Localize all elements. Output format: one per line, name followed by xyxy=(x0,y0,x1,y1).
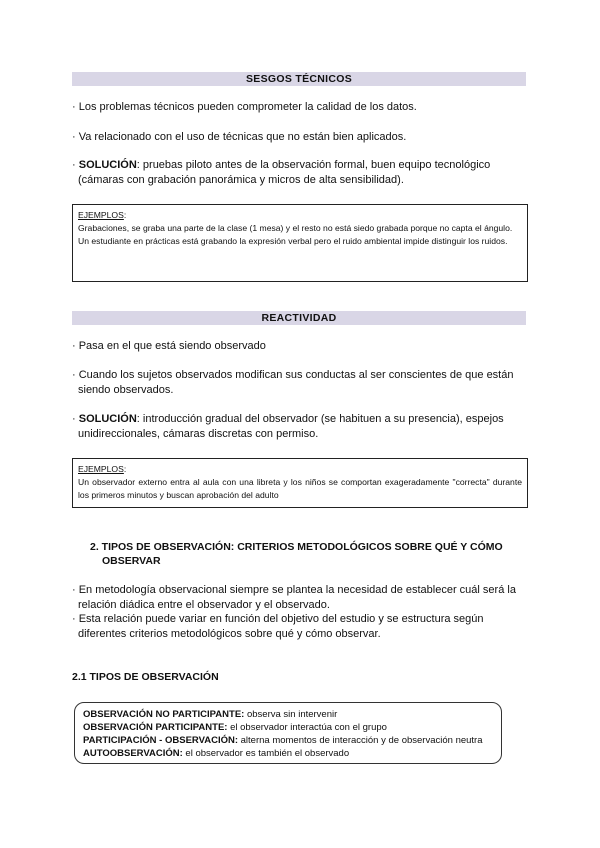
type-term: AUTOOBSERVACIÓN: xyxy=(83,748,183,759)
sesgos-solucion-label: SOLUCIÓN xyxy=(78,159,137,171)
heading-line-2: OBSERVAR xyxy=(102,555,161,567)
reactividad-bullet-2-line-1: · Cuando los sujetos observados modifican sus conductas al ser conscientes de que están xyxy=(72,369,514,381)
type-row xyxy=(83,734,493,747)
tipos-p1-line-1: · En metodología observacional siempre se plantea la necesidad de establecer cuál será la xyxy=(72,584,516,596)
section-title-reactividad: REACTIVIDAD xyxy=(72,311,526,325)
reactividad-solucion-text-1: : introducción gradual del observador (se habituen a su presencia), espejos xyxy=(136,413,504,425)
type-row xyxy=(83,708,493,721)
tipos-paragraph-1 xyxy=(72,583,530,613)
sesgos-example-2: Un estudiante en prácticas está grabando la expresión verbal pero el ruido ambiental impide distinguir los ruidos. xyxy=(78,236,508,246)
reactividad-solucion xyxy=(72,412,530,442)
tipos-p1-line-2: relación diádica entre el observador y el observado. xyxy=(78,599,330,611)
tipos-paragraph-2 xyxy=(72,612,530,642)
type-desc: el observador interactúa con el grupo xyxy=(227,722,387,733)
type-desc: observa sin intervenir xyxy=(244,709,338,720)
sesgos-solucion-prefix: · xyxy=(72,159,79,171)
section-title-sesgos-tecnicos: SESGOS TÉCNICOS xyxy=(72,72,526,86)
section-heading-tipos-observacion xyxy=(90,540,530,568)
reactividad-solucion-label: SOLUCIÓN xyxy=(78,413,137,425)
sesgos-bullet-1: · Los problemas técnicos pueden comprometer la calidad de los datos. xyxy=(72,101,417,113)
type-desc: el observador es también el observado xyxy=(182,748,350,759)
type-row xyxy=(83,747,493,760)
reactividad-example-1: Un observador externo entra al aula con una libreta y los niños se comportan exageradamente "correcta" durante los primeros minutos y buscan aprobación del adulto xyxy=(78,477,522,500)
heading-line-1: 2. TIPOS DE OBSERVACIÓN: CRITERIOS METODOLÓGICOS SOBRE QUÉ Y CÓMO xyxy=(90,541,503,553)
type-term: OBSERVACIÓN PARTICIPANTE: xyxy=(83,722,228,733)
type-term: OBSERVACIÓN NO PARTICIPANTE: xyxy=(83,709,245,720)
sesgos-examples-label: EJEMPLOS xyxy=(78,210,124,220)
sesgos-solucion xyxy=(72,158,530,188)
type-row xyxy=(83,721,493,734)
sesgos-solucion-text-1: : pruebas piloto antes de la observación formal, buen equipo tecnológico xyxy=(136,159,491,171)
tipos-observacion-box xyxy=(74,702,502,764)
type-desc: alterna momentos de interacción y de observación neutra xyxy=(238,735,483,746)
reactividad-bullet-2 xyxy=(72,368,530,398)
reactividad-examples-colon: : xyxy=(123,464,127,474)
reactividad-solucion-prefix: · xyxy=(72,413,79,425)
type-term: PARTICIPACIÓN - OBSERVACIÓN: xyxy=(83,735,238,746)
sesgos-examples-colon: : xyxy=(123,210,127,220)
reactividad-examples-box xyxy=(72,458,528,508)
tipos-p2-line-1: · Esta relación puede variar en función del objetivo del estudio y se estructura según xyxy=(72,613,484,625)
sesgos-bullet-2: · Va relacionado con el uso de técnicas que no están bien aplicados. xyxy=(72,131,407,143)
reactividad-solucion-text-2: unidireccionales, cámaras discretas con permiso. xyxy=(78,428,319,440)
tipos-p2-line-2: diferentes criterios metodológicos sobre qué y cómo observar. xyxy=(78,628,381,640)
sesgos-example-1: Grabaciones, se graba una parte de la clase (1 mesa) y el resto no está siedo grabada porque no capta el ángulo. xyxy=(78,223,513,233)
reactividad-examples-label: EJEMPLOS xyxy=(78,464,124,474)
reactividad-bullet-1: · Pasa en el que está siendo observado xyxy=(72,340,266,352)
sesgos-examples-box xyxy=(72,204,528,282)
sesgos-solucion-text-2: (cámaras con grabación panorámica y micros de alta sensibilidad). xyxy=(78,174,404,186)
reactividad-bullet-2-line-2: siendo observados. xyxy=(78,384,174,396)
subsection-heading-2-1: 2.1 TIPOS DE OBSERVACIÓN xyxy=(72,671,219,683)
